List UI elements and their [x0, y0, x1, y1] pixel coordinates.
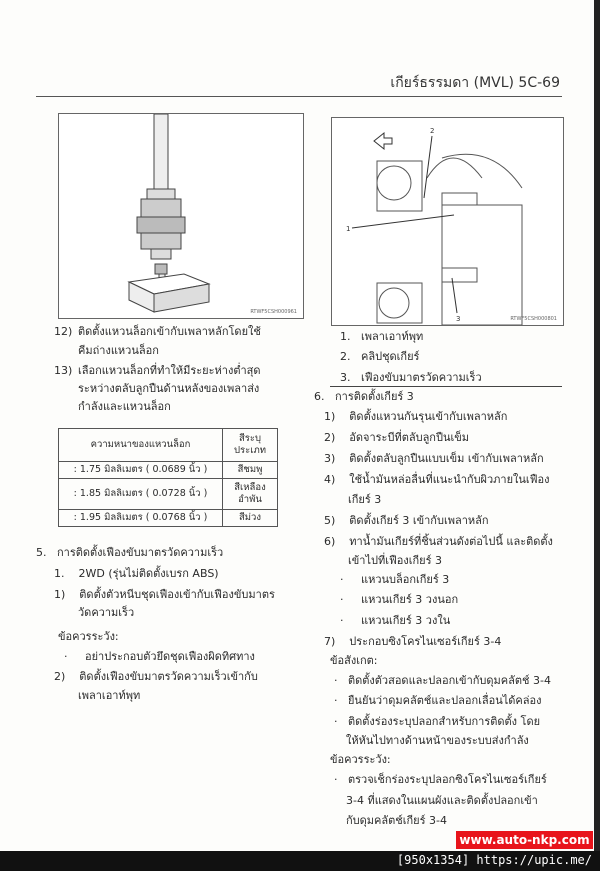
color-cell: สีม่วง	[223, 510, 278, 527]
section-6-step: 1) ติดตั้งแหวนกันรุนเข้ากับเพลาหลัก	[324, 410, 508, 423]
step-13-text: ระหว่างตลับลูกปืนด้านหลังของเพลาส่ง	[78, 382, 260, 395]
caution-item: กับดุมคลัตช์เกียร์ 3-4	[346, 814, 447, 827]
note-label: ข้อสังเกต:	[330, 654, 378, 667]
lock-ring-table	[58, 428, 278, 527]
header-divider	[36, 96, 562, 97]
page-header: เกียร์ธรรมดา (MVL) 5C-69	[390, 75, 560, 91]
website-watermark: www.auto-nkp.com	[456, 831, 593, 849]
section-5-sub1: 1. 2WD (รุ่นไม่ติดตั้งเบรก ABS)	[54, 567, 219, 580]
header-color: สีระบุประเภท	[223, 429, 278, 462]
legend-item: 2. คลิปชุดเกียร์	[340, 350, 420, 363]
callout-3: 3	[456, 315, 461, 323]
section-6-step: 6) ทาน้ำมันเกียร์ที่ชิ้นส่วนดังต่อไปนี้ และติดตั้ง	[324, 535, 553, 548]
note-item: · ติดตั้งร่องระบุปลอกสำหรับการติดตั้ง โดย	[334, 715, 541, 728]
callout-1: 1	[346, 225, 351, 233]
legend-item: 1. เพลาเอาท์พุท	[340, 330, 424, 343]
thickness-cell: : 1.85 มิลลิเมตร ( 0.0728 นิ้ว )	[59, 479, 223, 510]
figure-shaft-measurement	[58, 113, 304, 319]
legend-item: 3. เฟืองขับมาตรวัดความเร็ว	[340, 371, 482, 384]
table-row	[59, 462, 278, 479]
section-5-step2: 2) ติดตั้งเฟืองขับมาตรวัดความเร็วเข้ากับ	[54, 670, 258, 683]
thickness-cell: : 1.95 มิลลิเมตร ( 0.0768 นิ้ว )	[59, 510, 223, 527]
caution-label: ข้อควรระวัง:	[330, 753, 391, 766]
gear-shaft-illustration	[59, 114, 303, 318]
section-5-step1: 1) ติดตั้งตัวหนีบชุดเฟืองเข้ากับเฟืองขับมาตร	[54, 588, 275, 601]
caution-item: 3-4 ที่แสดงในแผนผังและติดตั้งปลอกเข้า	[346, 794, 538, 807]
caution-item: · อย่าประกอบตัวยึดชุดเฟืองผิดทิศทาง	[64, 650, 255, 663]
figure-code: RTWF5CSH000961	[250, 309, 297, 315]
note-item: · ติดตั้งตัวสอดและปลอกเข้ากับดุมคลัตช์ 3-4	[334, 674, 551, 687]
header-thickness: ความหนาของแหวนล็อก	[59, 429, 223, 462]
table-row	[59, 510, 278, 527]
bullet-item: · แหวนเกียร์ 3 วงใน	[340, 614, 451, 627]
step-12-text: ติดตั้งแหวนล็อกเข้ากับเพลาหลักโดยใช้	[78, 325, 261, 338]
section-6-step: 2) อัดจาระบีที่ตลับลูกปืนเข็ม	[324, 431, 469, 444]
legend-divider	[330, 386, 562, 387]
bullet-item: · แหวนบล็อกเกียร์ 3	[340, 573, 450, 586]
step-12-number: 12)	[54, 325, 73, 338]
section-5-title: 5. การติดตั้งเฟืองขับมาตรวัดความเร็ว	[36, 546, 224, 559]
section-6-step: 5) ติดตั้งเกียร์ 3 เข้ากับเพลาหลัก	[324, 514, 489, 527]
caution-item: · ตรวจเช็กร่องระบุปลอกซิงโครไนเซอร์เกียร์	[334, 773, 547, 786]
step-13-number: 13)	[54, 364, 73, 377]
section-6-step: เข้าไปที่เฟืองเกียร์ 3	[348, 554, 443, 567]
thickness-cell: : 1.75 มิลลิเมตร ( 0.0689 นิ้ว )	[59, 462, 223, 479]
table-header-row	[59, 429, 278, 462]
section-6-title: 6. การติดตั้งเกียร์ 3	[314, 390, 414, 403]
step-13-text: กำลังและแหวนล็อก	[78, 400, 171, 413]
table-row	[59, 479, 278, 510]
step-12-text: คีมถ่างแหวนล็อก	[78, 344, 159, 357]
note-item: · ยืนยันว่าดุมคลัตช์และปลอกเลื่อนได้คล่อง	[334, 694, 542, 707]
section-6-step: เกียร์ 3	[348, 493, 382, 506]
scan-border	[594, 0, 600, 851]
image-host-text: [950x1354] https://upic.me/	[396, 853, 592, 867]
step-13-text: เลือกแหวนล็อกที่ทำให้มีระยะห่างต่ำสุด	[78, 364, 261, 377]
section-6-step: 3) ติดตั้งตลับลูกปืนแบบเข็ม เข้ากับเพลาหลัก	[324, 452, 544, 465]
note-item: ให้หันไปทางด้านหน้าของระบบส่งกำลัง	[346, 734, 529, 747]
callout-2: 2	[430, 127, 435, 135]
figure-gear-cross-section	[331, 117, 564, 326]
section-5-step1: วัดความเร็ว	[78, 606, 135, 619]
caution-label: ข้อควรระวัง:	[58, 630, 119, 643]
color-cell: สีเหลืองอำพัน	[223, 479, 278, 510]
bullet-item: · แหวนเกียร์ 3 วงนอก	[340, 593, 459, 606]
section-5-step2: เพลาเอาท์พุท	[78, 689, 141, 702]
figure-code: RTWF5CSH000801	[510, 316, 557, 322]
section-6-step: 4) ใช้น้ำมันหล่อลื่นที่แนะนำกับผิวภายในเฟือง	[324, 473, 550, 486]
color-cell: สีชมพู	[223, 462, 278, 479]
arrow-left-icon	[374, 133, 392, 149]
section-6-step7: 7) ประกอบซิงโครไนเซอร์เกียร์ 3-4	[324, 635, 502, 648]
transmission-diagram	[332, 118, 563, 325]
